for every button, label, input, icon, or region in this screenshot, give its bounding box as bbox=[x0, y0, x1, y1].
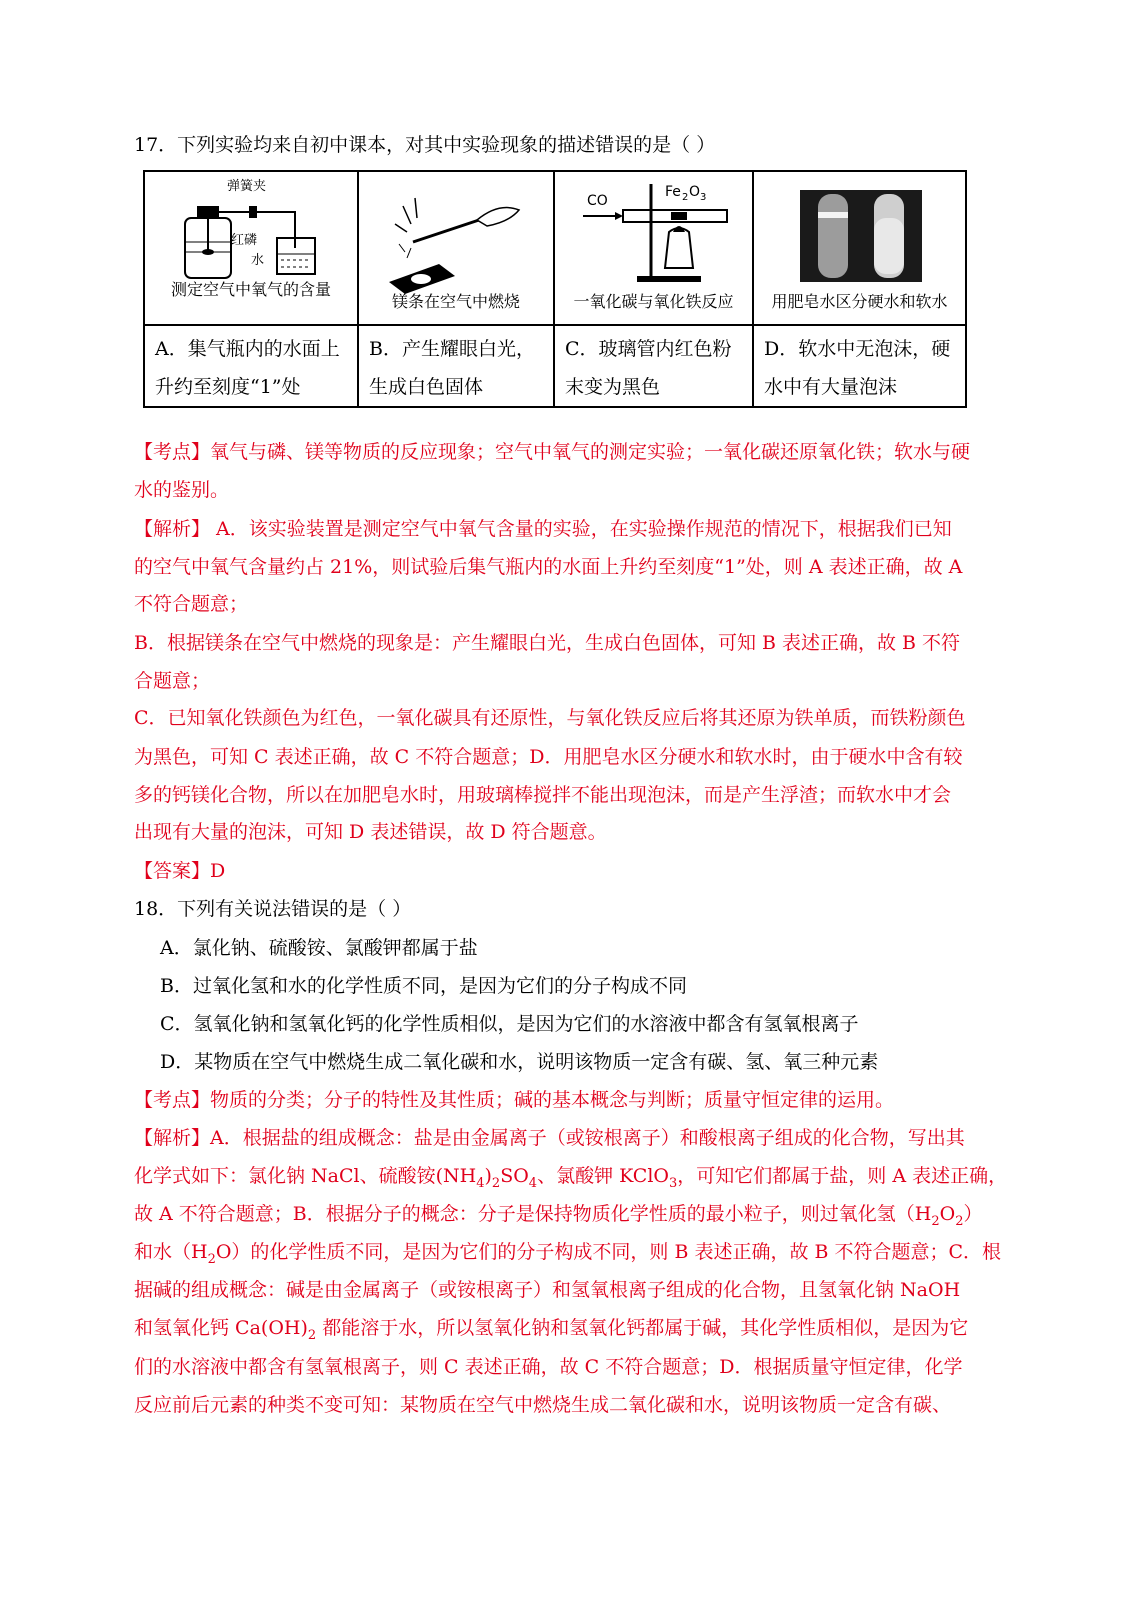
label-water: 水 bbox=[251, 253, 265, 268]
q18-option-d[interactable]: D．某物质在空气中燃烧生成二氧化碳和水，说明该物质一定含有碳、氢、氧三种元素 bbox=[160, 1051, 879, 1073]
q17-jiexi-line9: 出现有大量的泡沫，可知 D 表述错误，故 D 符合题意。 bbox=[134, 821, 607, 843]
q18-jiexi-line2: 化学式如下：氯化钠 NaCl、硫酸铵$(NH_4)_2SO_4$、氯酸钾 KClO$_3$，可知它们都属于盐，则 A 表述正确， bbox=[134, 1165, 1008, 1191]
q18-option-c[interactable]: C．氢氧化钠和氢氧化钙的化学性质相似，是因为它们的水溶液中都含有氢氧根离子 bbox=[160, 1013, 859, 1035]
question-17-title: 17．下列实验均来自初中课本，对其中实验现象的描述错误的是（ ） bbox=[134, 134, 716, 156]
caption-magnesium-burning: 镁条在空气中燃烧 bbox=[391, 292, 520, 311]
caption-co-reduction: 一氧化碳与氧化铁反应 bbox=[573, 292, 734, 311]
q17-jiexi-line2: 的空气中氧气含量约占 21%，则试验后集气瓶内的水面上升约至刻度“1”处，则 A 表述正确，故 A bbox=[134, 556, 963, 578]
q17-jiexi-line7: 为黑色，可知 C 表述正确，故 C 不符合题意；D．用肥皂水区分硬水和软水时，由于硬水中含有较 bbox=[134, 746, 963, 768]
figure-magnesium-burning bbox=[358, 171, 554, 325]
label-fe2o3-sub3: 3 bbox=[700, 192, 707, 203]
q18-jiexi-line8: 反应前后元素的种类不变可知：某物质在空气中燃烧生成二氧化碳和水，说明该物质一定含有碳、 bbox=[134, 1394, 952, 1416]
q18-jiexi-line1: 【解析】A．根据盐的组成概念：盐是由金属离子（或铵根离子）和酸根离子组成的化合物，写出其 bbox=[134, 1127, 965, 1149]
q17-kaodian-line2: 水的鉴别。 bbox=[134, 479, 230, 501]
q18-jiexi-line5: 据碱的组成概念：碱是由金属离子（或铵根离子）和氢氧根离子组成的化合物，且氢氧化钠 NaOH bbox=[134, 1279, 961, 1301]
q18-jiexi-line4: 和水$(H_2O)$的化学性质不同，是因为它们的分子构成不同，则 B 表述正确，故 B 不符合题意；C．根 bbox=[134, 1241, 1002, 1267]
label-fe2o3-fe: Fe bbox=[665, 184, 681, 200]
q17-option-d[interactable]: D．软水中无泡沫，硬水中有大量泡沫 bbox=[753, 325, 966, 407]
q18-jiexi-line7: 们的水溶液中都含有氢氧根离子，则 C 表述正确，故 C 不符合题意；D．根据质量守恒定律，化学 bbox=[134, 1356, 963, 1378]
figure-hard-soft-water bbox=[753, 171, 966, 325]
q17-jiexi-line6: C．已知氧化铁颜色为红色，一氧化碳具有还原性，与氧化铁反应后将其还原为铁单质，而铁粉颜色 bbox=[134, 707, 966, 729]
q17-option-b[interactable]: B．产生耀眼白光，生成白色固体 bbox=[358, 325, 554, 407]
q17-answer: 【答案】D bbox=[134, 860, 226, 882]
q17-option-c[interactable]: C．玻璃管内红色粉末变为黑色 bbox=[554, 325, 753, 407]
q18-option-a[interactable]: A．氯化钠、硫酸铵、氯酸钾都属于盐 bbox=[160, 937, 478, 959]
question-18-title: 18．下列有关说法错误的是（ ） bbox=[134, 898, 412, 920]
q17-jiexi-line3: 不符合题意； bbox=[134, 593, 249, 615]
label-spring-clip: 弹簧夹 bbox=[227, 179, 267, 194]
label-fe2o3-sub2: 2 bbox=[682, 192, 689, 203]
label-co: CO bbox=[587, 193, 608, 209]
q17-jiexi-line8: 多的钙镁化合物，所以在加肥皂水时，用玻璃棒搅拌不能出现泡沫，而是产生浮渣；而软水中才会 bbox=[134, 784, 952, 806]
label-fe2o3-o: O bbox=[689, 184, 701, 200]
experiment-table bbox=[143, 170, 967, 408]
caption-hard-soft-water: 用肥皂水区分硬水和软水 bbox=[771, 292, 948, 311]
q17-jiexi-line1: 【解析】 A．该实验装置是测定空气中氧气含量的实验，在实验操作规范的情况下，根据我们已知 bbox=[134, 518, 952, 540]
q18-option-b[interactable]: B．过氧化氢和水的化学性质不同，是因为它们的分子构成不同 bbox=[160, 975, 687, 997]
q18-jiexi-line6: 和氢氧化钙 $Ca(OH)_2$ 都能溶于水，所以氢氧化钠和氢氧化钙都属于碱，其化学性质相似，是因为它 bbox=[134, 1317, 969, 1343]
figure-oxygen-content bbox=[144, 171, 358, 325]
q17-kaodian-line1: 【考点】氧气与磷、镁等物质的反应现象；空气中氧气的测定实验；一氧化碳还原氧化铁；软水与硬 bbox=[134, 441, 971, 463]
q17-option-a[interactable]: A．集气瓶内的水面上升约至刻度“1”处 bbox=[144, 325, 358, 407]
figure-co-reduction bbox=[554, 171, 753, 325]
q18-kaodian: 【考点】物质的分类；分子的特性及其性质；碱的基本概念与判断；质量守恒定律的运用。 bbox=[134, 1089, 895, 1111]
caption-oxygen-content: 测定空气中氧气的含量 bbox=[170, 280, 331, 299]
q18-jiexi-line3: 故 A 不符合题意；B．根据分子的概念：分子是保持物质化学性质的最小粒子，则过氧化氢$(H_2O_2)$ bbox=[134, 1203, 983, 1229]
oxygen-apparatus-illustration bbox=[145, 172, 359, 324]
label-red-phosphorus: 红磷 bbox=[231, 233, 258, 248]
q17-jiexi-line5: 合题意； bbox=[134, 670, 211, 692]
q17-jiexi-line4: B．根据镁条在空气中燃烧的现象是：产生耀眼白光，生成白色固体，可知 B 表述正确，故 B 不符 bbox=[134, 632, 961, 654]
